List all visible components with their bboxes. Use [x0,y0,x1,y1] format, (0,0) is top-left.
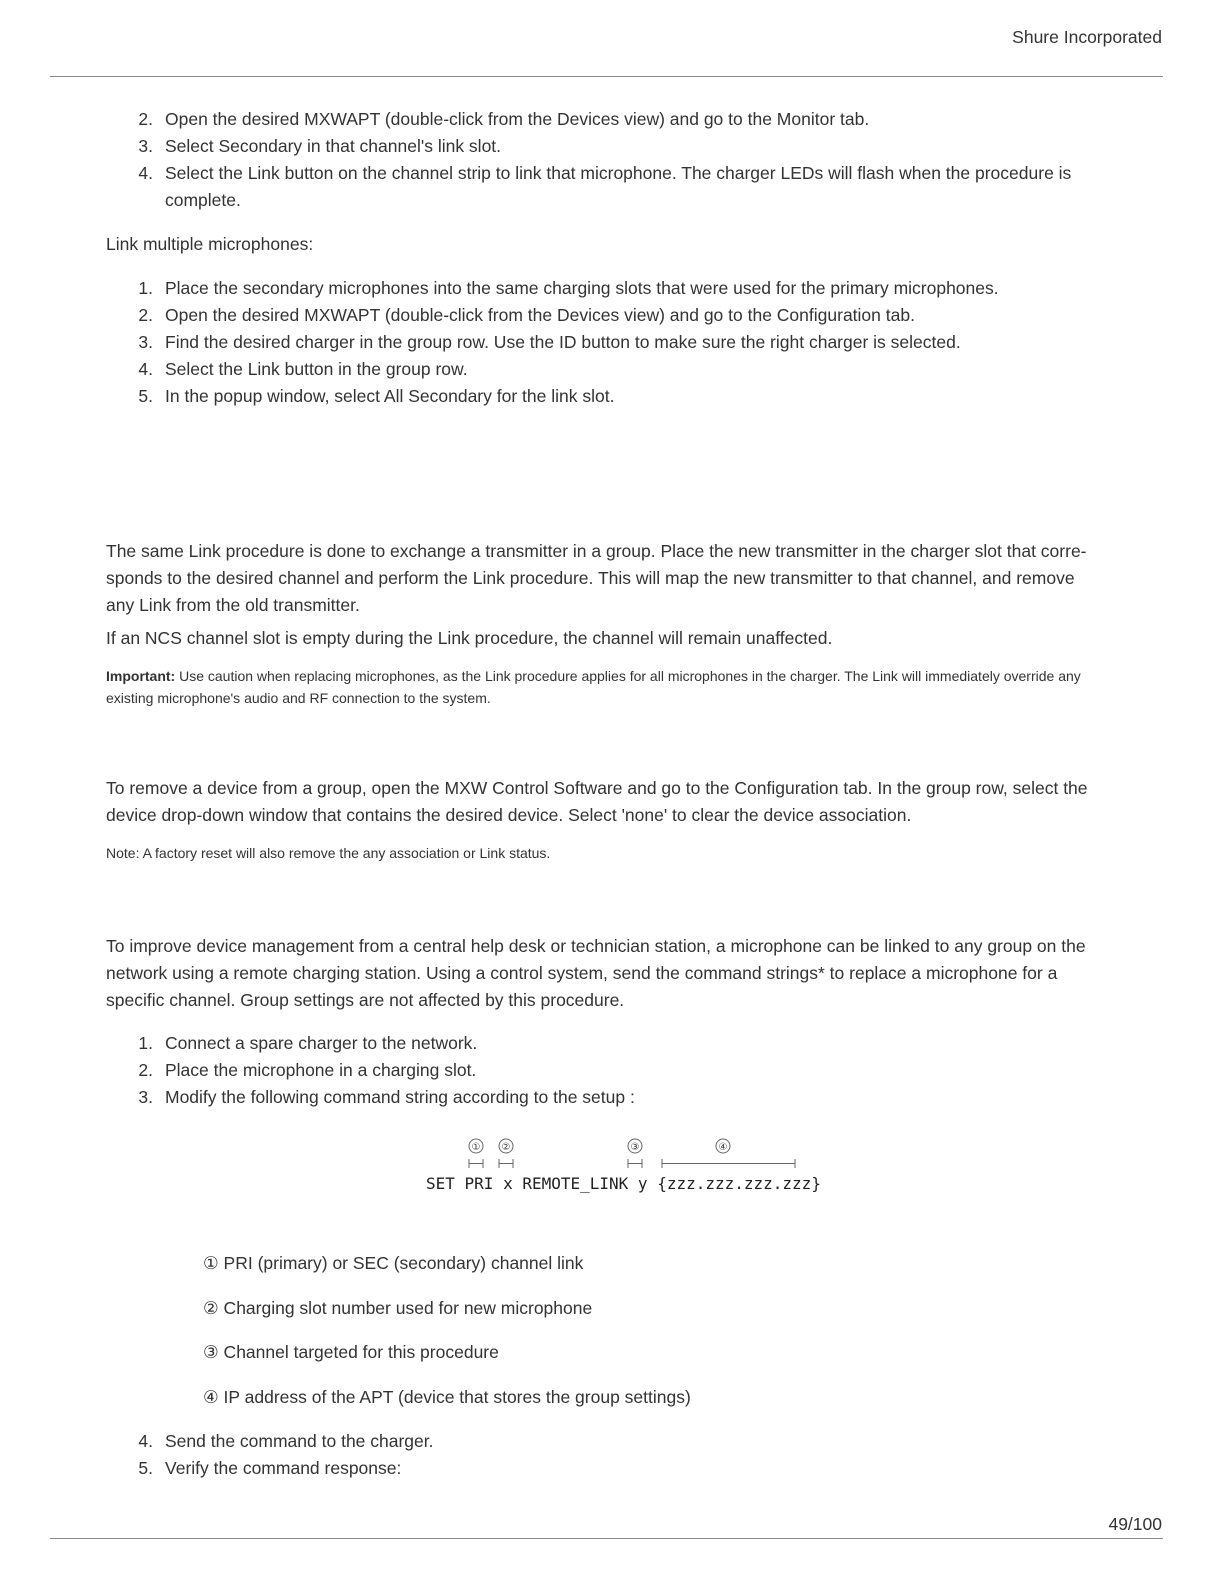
marker-2-label: ② [501,1142,511,1153]
page-number: 49/100 [1108,1514,1162,1534]
list-item: 1. Connect a spare charger to the network. [138,1033,478,1053]
bracket-2 [499,1159,513,1168]
bracket-4 [662,1159,795,1168]
factory-reset-note: Note: A factory reset will also remove the any association or Link status. [106,845,551,861]
important-note: Important: Use caution when replacing microphones, as the Link procedure applies for all microphones in the charger. The Link will immediately override any existing microphone's audio and RF connection to the system. [106,668,1081,706]
legend-item-4: ④ IP address of the APT (device that stores the group settings) [203,1386,691,1407]
list-item: 4. Select the Link button in the group row. [138,359,468,379]
list-item: 1. Place the secondary microphones into the same charging slots that were used for the primary microphones. [138,278,999,298]
command-string: SET PRI x REMOTE_LINK y {zzz.zzz.zzz.zzz} [426,1174,821,1193]
list-item: 2. Place the microphone in a charging slot. [138,1060,477,1080]
steps-list-link-multiple [106,275,1106,410]
command-markers [420,1130,820,1174]
list-item: 5. Verify the command response: [138,1458,402,1478]
header-divider [50,76,1163,77]
bracket-3 [628,1159,642,1168]
footer-divider [50,1538,1163,1539]
list-item: 4. Select the Link button on the channel strip to link that microphone. The charger LEDs will flash when the procedure is complete. [138,163,1072,210]
list-item: 5. In the popup window, select All Secondary for the link slot. [138,386,615,406]
ncs-empty-paragraph: If an NCS channel slot is empty during the Link procedure, the channel will remain unaffected. [106,628,833,648]
marker-3-label: ③ [630,1142,640,1153]
legend-item-3: ③ Channel targeted for this procedure [203,1342,499,1363]
exchange-paragraph: The same Link procedure is done to exchange a transmitter in a group. Place the new transmitter in the charger slot that corre-sponds to the desired channel and perform the Link procedure. This will map the new transmitter to that channel, and remove any Link from the old transmitter. [106,541,1087,615]
command-diagram [420,1130,820,1200]
command-legend [203,1250,903,1428]
link-multiple-heading: Link multiple microphones: [106,234,314,254]
steps-list-remote-continued [106,1428,1106,1482]
list-item: 3. Modify the following command string according to the setup : [138,1087,635,1107]
marker-4-label: ④ [718,1142,728,1153]
list-item: 2. Open the desired MXWAPT (double-click from the Devices view) and go to the Monitor tab. [138,109,870,129]
steps-list-link-single [106,106,1106,214]
bracket-1 [469,1159,483,1168]
list-item: 2. Open the desired MXWAPT (double-click from the Devices view) and go to the Configuration tab. [138,305,915,325]
legend-item-1: ① PRI (primary) or SEC (secondary) channel link [203,1253,584,1273]
list-item: 4. Send the command to the charger. [138,1431,434,1451]
remove-paragraph: To remove a device from a group, open the MXW Control Software and go to the Configuration tab. In the group row, select the device drop-down window that contains the desired device. Select 'none' to clear the device association. [106,778,1088,825]
list-item: 3. Find the desired charger in the group row. Use the ID button to make sure the right charger is selected. [138,332,961,352]
remote-paragraph: To improve device management from a central help desk or technician station, a microphone can be linked to any group on the network using a remote charging station. Using a control system, send the command strings* to replace a microphone for a specific channel. Group settings are not affected by this procedure. [106,936,1086,1010]
header-company: Shure Incorporated [1012,27,1162,47]
legend-item-2: ② Charging slot number used for new microphone [203,1297,593,1318]
list-item: 3. Select Secondary in that channel's link slot. [138,136,502,156]
steps-list-remote [106,1030,1106,1111]
marker-1-label: ① [471,1142,481,1153]
